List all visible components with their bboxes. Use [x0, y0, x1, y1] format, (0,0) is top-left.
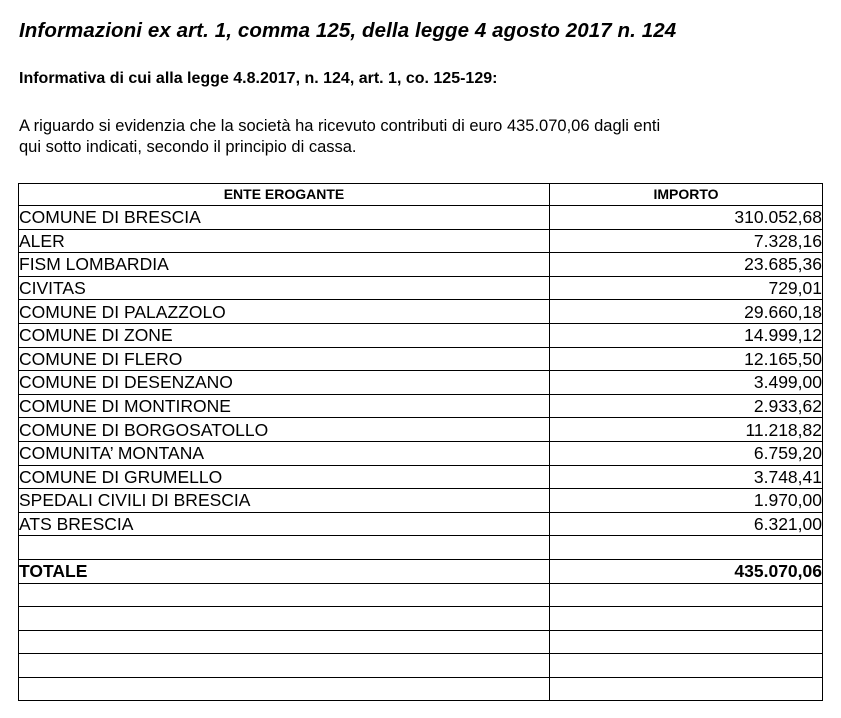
- table-row: [19, 371, 823, 395]
- table-row: [19, 229, 823, 253]
- table-row: [19, 323, 823, 347]
- intro-paragraph: [19, 116, 831, 158]
- empty-cell: [550, 654, 823, 678]
- empty-cell: [19, 607, 550, 631]
- empty-row: [19, 583, 823, 607]
- importo-cell: 7.328,16: [550, 229, 823, 253]
- empty-cell: [550, 583, 823, 607]
- table-row: [19, 489, 823, 513]
- empty-cell: [550, 630, 823, 654]
- document-subtitle: Informativa di cui alla legge 4.8.2017, n. 124, art. 1, co. 125-129:: [19, 70, 498, 87]
- empty-cell: [19, 536, 550, 560]
- empty-cell: [19, 677, 550, 701]
- intro-line: A riguardo si evidenzia che la società ha ricevuto contributi di euro 435.070,06 dagli enti: [19, 117, 661, 135]
- importo-cell: 11.218,82: [550, 418, 823, 442]
- column-header-ente: ENTE EROGANTE: [19, 184, 550, 206]
- importo-cell: 12.165,50: [550, 347, 823, 371]
- ente-cell: COMUNITA’ MONTANA: [19, 441, 550, 465]
- ente-cell: ATS BRESCIA: [19, 512, 550, 536]
- table-row: [19, 465, 823, 489]
- empty-row: [19, 630, 823, 654]
- total-amount: 435.070,06: [550, 559, 823, 583]
- table-row: [19, 418, 823, 442]
- importo-cell: 29.660,18: [550, 300, 823, 324]
- empty-cell: [19, 630, 550, 654]
- ente-cell: COMUNE DI FLERO: [19, 347, 550, 371]
- ente-cell: COMUNE DI PALAZZOLO: [19, 300, 550, 324]
- empty-row: [19, 536, 823, 560]
- table-row: [19, 206, 823, 230]
- empty-cell: [550, 536, 823, 560]
- column-header-importo: IMPORTO: [550, 184, 823, 206]
- empty-cell: [550, 607, 823, 631]
- importo-cell: 2.933,62: [550, 394, 823, 418]
- total-row: [19, 559, 823, 583]
- ente-cell: COMUNE DI BRESCIA: [19, 206, 550, 230]
- ente-cell: CIVITAS: [19, 276, 550, 300]
- empty-row: [19, 677, 823, 701]
- importo-cell: 310.052,68: [550, 206, 823, 230]
- empty-cell: [550, 677, 823, 701]
- importo-cell: 3.499,00: [550, 371, 823, 395]
- table-row: [19, 253, 823, 277]
- ente-cell: COMUNE DI MONTIRONE: [19, 394, 550, 418]
- ente-cell: COMUNE DI ZONE: [19, 323, 550, 347]
- table-row: [19, 347, 823, 371]
- empty-cell: [19, 583, 550, 607]
- table-row: [19, 394, 823, 418]
- importo-cell: 3.748,41: [550, 465, 823, 489]
- importo-cell: 1.970,00: [550, 489, 823, 513]
- table-row: [19, 276, 823, 300]
- importo-cell: 729,01: [550, 276, 823, 300]
- importo-cell: 14.999,12: [550, 323, 823, 347]
- total-label: TOTALE: [19, 559, 550, 583]
- contributions-table: [18, 183, 823, 701]
- table-row: [19, 512, 823, 536]
- importo-cell: 23.685,36: [550, 253, 823, 277]
- importo-cell: 6.759,20: [550, 441, 823, 465]
- ente-cell: COMUNE DI GRUMELLO: [19, 465, 550, 489]
- empty-row: [19, 607, 823, 631]
- intro-line: qui sotto indicati, secondo il principio di cassa.: [19, 138, 357, 156]
- empty-cell: [19, 654, 550, 678]
- ente-cell: COMUNE DI DESENZANO: [19, 371, 550, 395]
- ente-cell: COMUNE DI BORGOSATOLLO: [19, 418, 550, 442]
- table-row: [19, 300, 823, 324]
- table-header-row: [19, 184, 823, 206]
- empty-row: [19, 654, 823, 678]
- document-title: Informazioni ex art. 1, comma 125, della legge 4 agosto 2017 n. 124: [19, 19, 677, 42]
- importo-cell: 6.321,00: [550, 512, 823, 536]
- ente-cell: SPEDALI CIVILI DI BRESCIA: [19, 489, 550, 513]
- table-row: [19, 441, 823, 465]
- ente-cell: ALER: [19, 229, 550, 253]
- ente-cell: FISM LOMBARDIA: [19, 253, 550, 277]
